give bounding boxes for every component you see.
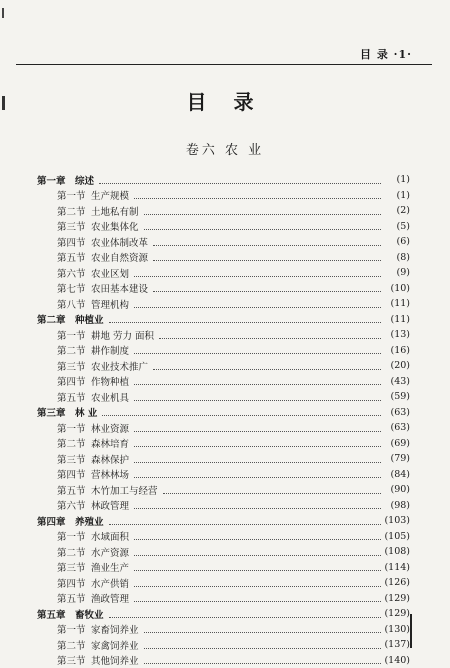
toc-entry-number: 第五节 (57, 591, 91, 605)
toc-entry-title: 种植业 (75, 312, 106, 326)
toc-section-row (37, 265, 410, 281)
toc-entry-title: 林 业 (75, 405, 99, 419)
toc-entry-title: 管理机构 (91, 297, 131, 311)
toc-entry-title: 农业区划 (91, 266, 131, 280)
header-rule (16, 64, 432, 65)
toc-entry-title: 林政管理 (91, 498, 131, 512)
toc-section-row (37, 358, 410, 374)
toc-entry-number: 第三节 (57, 560, 91, 574)
running-head: 目 录 ·1· (360, 46, 412, 62)
toc-chapter-row (37, 405, 410, 421)
toc-entry-page: (13) (384, 329, 410, 340)
toc-section-row (37, 591, 410, 607)
toc-section-row (37, 544, 410, 560)
toc-entry-page: (11) (384, 314, 410, 325)
toc-entry-number: 第三节 (57, 359, 91, 373)
toc-entry-title: 森林保护 (91, 452, 131, 466)
toc-entry-page: (84) (384, 469, 410, 480)
toc-entry-title: 森林培育 (91, 436, 131, 450)
toc-entry-number: 第三章 (37, 405, 75, 419)
toc-section-row (37, 374, 410, 390)
dot-leader (134, 577, 381, 587)
toc-section-row (37, 234, 410, 250)
dot-leader (134, 437, 381, 447)
dot-leader (153, 360, 381, 370)
dot-leader (144, 654, 381, 664)
toc-entry-number: 第一节 (57, 622, 91, 636)
toc-entry-title: 作物种植 (91, 374, 131, 388)
dot-leader (109, 608, 381, 618)
toc-entry-number: 第二章 (37, 312, 75, 326)
toc-entry-title: 渔业生产 (91, 560, 131, 574)
toc-entry-title: 畜牧业 (75, 607, 106, 621)
dot-leader (134, 391, 381, 401)
dot-leader (163, 484, 381, 494)
toc-entry-page: (69) (384, 438, 410, 449)
dot-leader (134, 422, 381, 432)
dot-leader (144, 623, 381, 633)
dot-leader (153, 251, 381, 261)
toc-entry-page: (140) (384, 655, 410, 666)
toc-entry-number: 第三节 (57, 219, 91, 233)
toc-section-row (37, 327, 410, 343)
toc-entry-title: 营林林场 (91, 467, 131, 481)
toc-entry-title: 农业体制改革 (91, 235, 150, 249)
toc-entry-page: (11) (384, 298, 410, 309)
dot-leader (144, 205, 381, 215)
toc-entry-page: (43) (384, 376, 410, 387)
toc-entry-page: (1) (384, 174, 410, 185)
toc-section-row (37, 467, 410, 483)
toc-section-row (37, 219, 410, 235)
dot-leader (134, 546, 381, 556)
toc-entry-number: 第三节 (57, 452, 91, 466)
toc-entry-page: (126) (384, 577, 410, 588)
dot-leader (134, 344, 381, 354)
toc-entry-number: 第二节 (57, 343, 91, 357)
dot-leader (134, 267, 381, 277)
dot-leader (99, 174, 381, 184)
toc-entry-title: 水域面积 (91, 529, 131, 543)
toc-section-row (37, 420, 410, 436)
toc-section-row (37, 451, 410, 467)
toc-entry-page: (20) (384, 360, 410, 371)
toc-entry-number: 第二节 (57, 436, 91, 450)
toc-entry-page: (129) (384, 608, 410, 619)
dot-leader (134, 592, 381, 602)
toc-entry-page: (108) (384, 546, 410, 557)
toc-entry-title: 农业技术推广 (91, 359, 150, 373)
toc-entry-number: 第五节 (57, 390, 91, 404)
page-header (0, 40, 450, 62)
toc-entry-number: 第六节 (57, 266, 91, 280)
toc-section-row (37, 622, 410, 638)
toc-entry-page: (59) (384, 391, 410, 402)
dot-leader (134, 561, 381, 571)
toc-entry-title: 农业机具 (91, 390, 131, 404)
toc-entry-title: 农业集体化 (91, 219, 141, 233)
toc-entry-number: 第三节 (57, 653, 91, 667)
toc-entry-number: 第四节 (57, 467, 91, 481)
toc-entry-title: 农田基本建设 (91, 281, 150, 295)
toc-section-row (37, 250, 410, 266)
dot-leader (134, 298, 381, 308)
toc-entry-page: (79) (384, 453, 410, 464)
scan-mark (410, 614, 412, 648)
dot-leader (134, 453, 381, 463)
toc-entry-page: (129) (384, 593, 410, 604)
toc-section-row (37, 203, 410, 219)
toc-entry-page: (105) (384, 531, 410, 542)
toc-section-row (37, 389, 410, 405)
toc-entry-title: 渔政管理 (91, 591, 131, 605)
toc-chapter-row (37, 606, 410, 622)
toc-entry-number: 第一节 (57, 328, 91, 342)
toc-chapter-row (37, 172, 410, 188)
toc-entry-title: 水产供销 (91, 576, 131, 590)
toc-entry-title: 耕地 劳力 面积 (91, 328, 156, 342)
toc-entry-number: 第四节 (57, 235, 91, 249)
toc-entry-title: 土地私有制 (91, 204, 141, 218)
toc-section-row (37, 296, 410, 312)
toc-section-row (37, 637, 410, 653)
toc-entry-page: (1) (384, 190, 410, 201)
toc-section-row (37, 560, 410, 576)
table-of-contents (37, 172, 410, 668)
toc-entry-number: 第二节 (57, 545, 91, 559)
dot-leader (134, 499, 381, 509)
dot-leader (109, 313, 381, 323)
toc-entry-page: (5) (384, 221, 410, 232)
toc-entry-page: (130) (384, 624, 410, 635)
dot-leader (134, 375, 381, 385)
scan-mark (2, 8, 4, 18)
toc-entry-title: 综述 (75, 173, 96, 187)
toc-entry-number: 第四章 (37, 514, 75, 528)
toc-entry-title: 木竹加工与经营 (91, 483, 160, 497)
toc-entry-number: 第一节 (57, 188, 91, 202)
toc-entry-number: 第四节 (57, 576, 91, 590)
dot-leader (134, 530, 381, 540)
toc-entry-page: (103) (384, 515, 410, 526)
toc-entry-page: (63) (384, 422, 410, 433)
toc-entry-title: 家畜饲养业 (91, 622, 141, 636)
toc-section-row (37, 436, 410, 452)
toc-section-row (37, 482, 410, 498)
volume-title: 卷六 农 业 (0, 139, 450, 158)
toc-entry-number: 第一节 (57, 421, 91, 435)
toc-entry-title: 养殖业 (75, 514, 106, 528)
toc-section-row (37, 498, 410, 514)
toc-entry-number: 第五节 (57, 250, 91, 264)
dot-leader (134, 468, 381, 478)
toc-entry-number: 第二节 (57, 204, 91, 218)
toc-entry-number: 第二节 (57, 638, 91, 652)
toc-entry-page: (10) (384, 283, 410, 294)
toc-entry-page: (98) (384, 500, 410, 511)
toc-section-row (37, 343, 410, 359)
toc-chapter-row (37, 312, 410, 328)
dot-leader (153, 282, 381, 292)
toc-entry-number: 第一章 (37, 173, 75, 187)
toc-section-row (37, 188, 410, 204)
toc-entry-number: 第五节 (57, 483, 91, 497)
dot-leader (144, 220, 381, 230)
toc-entry-number: 第六节 (57, 498, 91, 512)
toc-entry-number: 第五章 (37, 607, 75, 621)
toc-entry-number: 第一节 (57, 529, 91, 543)
toc-entry-title: 耕作制度 (91, 343, 131, 357)
dot-leader (109, 515, 381, 525)
toc-entry-page: (8) (384, 252, 410, 263)
dot-leader (144, 639, 381, 649)
dot-leader (159, 329, 381, 339)
toc-entry-number: 第七节 (57, 281, 91, 295)
page-title: 目 录 (0, 86, 450, 115)
dot-leader (134, 189, 381, 199)
toc-entry-page: (16) (384, 345, 410, 356)
dot-leader (102, 406, 381, 416)
toc-entry-page: (137) (384, 639, 410, 650)
toc-entry-title: 农业自然资源 (91, 250, 150, 264)
toc-section-row (37, 529, 410, 545)
toc-entry-page: (114) (384, 562, 410, 573)
toc-chapter-row (37, 513, 410, 529)
toc-entry-page: (90) (384, 484, 410, 495)
toc-entry-number: 第八节 (57, 297, 91, 311)
toc-entry-page: (63) (384, 407, 410, 418)
toc-section-row (37, 575, 410, 591)
toc-section-row (37, 653, 410, 668)
dot-leader (153, 236, 381, 246)
toc-entry-page: (9) (384, 267, 410, 278)
toc-entry-page: (6) (384, 236, 410, 247)
toc-entry-title: 生产规模 (91, 188, 131, 202)
toc-entry-page: (2) (384, 205, 410, 216)
toc-entry-title: 水产资源 (91, 545, 131, 559)
toc-entry-title: 林业资源 (91, 421, 131, 435)
toc-entry-number: 第四节 (57, 374, 91, 388)
toc-entry-title: 其他饲养业 (91, 653, 141, 667)
toc-section-row (37, 281, 410, 297)
toc-entry-title: 家禽饲养业 (91, 638, 141, 652)
